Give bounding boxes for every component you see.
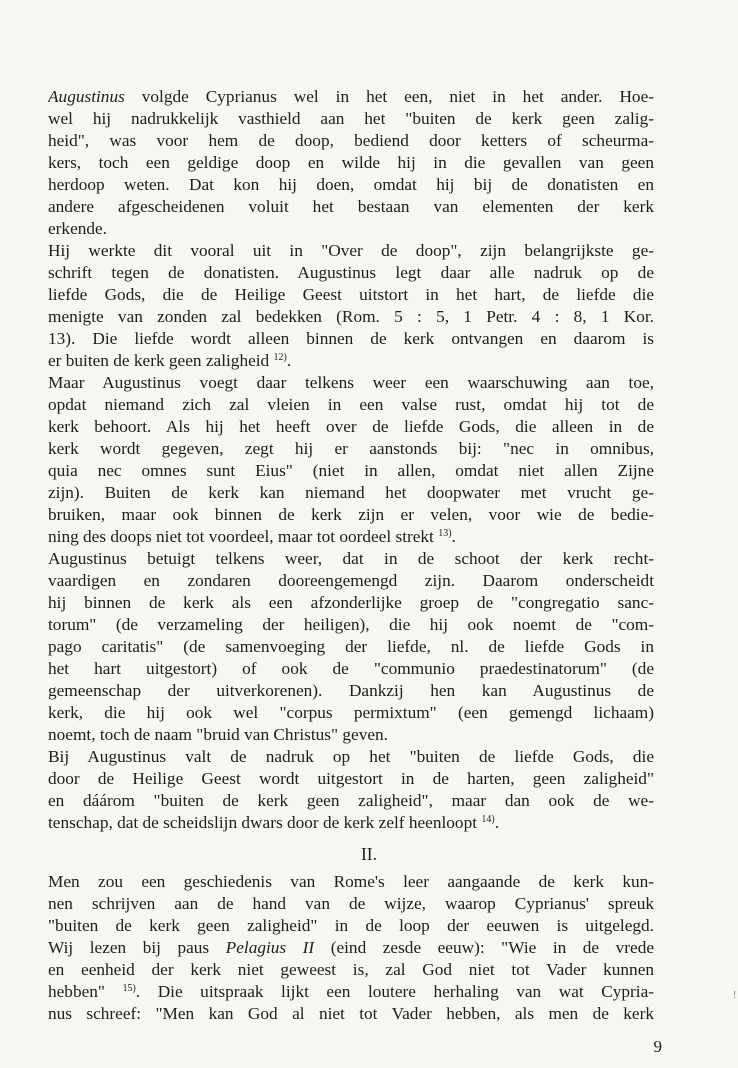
line-text: bruiken, maar ook binnen de kerk zijn er velen, voor wie de bedie- [48, 505, 654, 524]
italic-text: Augustinus [48, 87, 125, 106]
text-line [48, 768, 654, 790]
line-text: er buiten de kerk geen zaligheid [48, 351, 274, 370]
text-line [48, 871, 654, 893]
line-text: en eenheid der kerk niet geweest is, zal God niet tot Vader kunnen [48, 960, 654, 979]
text-line [48, 394, 654, 416]
line-text: kerk, die hij ook wel "corpus permixtum" (een gemengd lichaam) [48, 703, 654, 722]
text-line [48, 812, 654, 834]
line-text: heid", was voor hem de doop, bediend door ketters of scheurma- [48, 131, 654, 150]
line-text: torum" (de verzameling der heiligen), die hij ook noemt de "com- [48, 615, 654, 634]
line-text: door de Heilige Geest wordt uitgestort in de harten, geen zaligheid" [48, 769, 654, 788]
text-line [48, 526, 654, 548]
line-text: Bij Augustinus valt de nadruk op het "buiten de liefde Gods, die [48, 747, 654, 766]
text-line [48, 306, 654, 328]
line-text: quia nec omnes sunt Eius" (niet in allen, omdat niet allen Zijne [48, 461, 654, 480]
line-text: menigte van zonden zal bedekken (Rom. 5 : 5, 1 Petr. 4 : 8, 1 Kor. [48, 307, 654, 326]
text-line [48, 702, 654, 724]
page-number: 9 [653, 1037, 662, 1056]
line-text: opdat niemand zich zal vleien in een valse rust, omdat hij tot de [48, 395, 654, 414]
text-line [48, 548, 654, 570]
text-line [48, 893, 654, 915]
text-line [48, 614, 654, 636]
text-line [48, 680, 654, 702]
text-line [48, 328, 654, 350]
line-text: nus schreef: "Men kan God al niet tot Vader hebben, als men de kerk [48, 1004, 654, 1023]
text-line [48, 959, 654, 981]
line-text: schrift tegen de donatisten. Augustinus legt daar alle nadruk op de [48, 263, 654, 282]
text-line [48, 592, 654, 614]
line-text: en dáárom "buiten de kerk geen zaligheid", maar dan ook de we- [48, 791, 654, 810]
line-text: . [286, 351, 292, 370]
line-text: Hij werkte dit vooral uit in "Over de doop", zijn belangrijkste ge- [48, 241, 654, 260]
line-text: tenschap, dat de scheidslijn dwars door de kerk zelf heenloopt [48, 813, 482, 832]
text-line [48, 937, 654, 959]
line-text: hebben" [48, 982, 123, 1001]
line-text: het hart uitgestort) of ook de "communio praedestinatorum" (de [48, 659, 654, 678]
line-text: hij binnen de kerk als een afzonderlijke groep de "congregatio sanc- [48, 593, 654, 612]
margin-mark: ! [733, 990, 737, 1001]
footnote-ref: 14) [481, 814, 495, 825]
line-text: vaardigen en zondaren dooreengemengd zijn. Daarom onderscheidt [48, 571, 654, 590]
line-text: erkende. [48, 219, 108, 238]
line-text: Maar Augustinus voegt daar telkens weer een waarschuwing aan toe, [48, 373, 654, 392]
footnote-ref: 15) [122, 983, 136, 994]
text-line [48, 790, 654, 812]
text-line [48, 240, 654, 262]
line-text: ning des doops niet tot voordeel, maar tot oordeel strekt [48, 527, 439, 546]
text-line [48, 86, 654, 108]
text-line [48, 196, 654, 218]
text-line [48, 746, 654, 768]
footnote-ref: 13) [438, 528, 452, 539]
text-line [48, 460, 654, 482]
section-1 [48, 86, 654, 834]
line-text: gemeenschap der uitverkorenen). Dankzij hen kan Augustinus de [48, 681, 654, 700]
line-text: pago caritatis" (de samenvoeging der liefde, nl. de liefde Gods in [48, 637, 654, 656]
text-line [48, 416, 654, 438]
line-text: Men zou een geschiedenis van Rome's leer aangaande de kerk kun- [48, 872, 654, 891]
line-text: kerk behoort. Als hij het heeft over de liefde Gods, die alleen in de [48, 417, 654, 436]
text-line [48, 636, 654, 658]
text-line [48, 1003, 654, 1025]
line-text: "buiten de kerk geen zaligheid" in de loop der eeuwen is uitgelegd. [48, 916, 654, 935]
line-text: Augustinus betuigt telkens weer, dat in de schoot der kerk recht- [48, 549, 654, 568]
section-heading: II. [360, 844, 378, 864]
section-2 [48, 871, 654, 1025]
line-text: . Die uitspraak lijkt een loutere herhaling van wat Cypria- [135, 982, 654, 1001]
line-text: herdoop weten. Dat kon hij doen, omdat hij bij de donatisten en [48, 175, 654, 194]
line-text: 13). Die liefde wordt alleen binnen de kerk ontvangen en daarom is [48, 329, 654, 348]
line-text: . [494, 813, 500, 832]
line-text: (eind zesde eeuw): "Wie in de vrede [314, 938, 654, 957]
text-line [48, 570, 654, 592]
text-line [48, 174, 654, 196]
line-text: Wij lezen bij paus [48, 938, 226, 957]
text-line [48, 152, 654, 174]
text-line [48, 438, 654, 460]
text-line [48, 482, 654, 504]
text-line [48, 350, 654, 372]
line-text: andere afgescheidenen voluit het bestaan van elementen der kerk [48, 197, 654, 216]
text-line [48, 981, 654, 1003]
line-text: kerk wordt gegeven, zegt hij er aanstonds bij: "nec in omnibus, [48, 439, 654, 458]
text-line [48, 262, 654, 284]
footnote-ref: 12) [273, 352, 287, 363]
line-text: zijn). Buiten de kerk kan niemand het doopwater met vrucht ge- [48, 483, 654, 502]
line-text: noemt, toch de naam "bruid van Christus" geven. [48, 725, 388, 744]
line-text: . [451, 527, 456, 546]
text-line [48, 284, 654, 306]
text-line [48, 504, 654, 526]
text-line [48, 915, 654, 937]
line-text: volgde Cyprianus wel in het een, niet in het ander. Hoe- [124, 87, 654, 106]
line-text: nen schrijven aan de hand van de wijze, waarop Cyprianus' spreuk [48, 894, 654, 913]
line-text: liefde Gods, die de Heilige Geest uitstort in het hart, de liefde die [48, 285, 654, 304]
text-line [48, 218, 654, 240]
italic-text: Pelagius II [225, 938, 315, 957]
text-line [48, 130, 654, 152]
text-line [48, 108, 654, 130]
line-text: wel hij nadrukkelijk vasthield aan het "buiten de kerk geen zalig- [48, 109, 654, 128]
text-line [48, 658, 654, 680]
text-line [48, 372, 654, 394]
line-text: kers, toch een geldige doop en wilde hij in die gevallen van geen [48, 153, 654, 172]
text-line [48, 724, 654, 746]
